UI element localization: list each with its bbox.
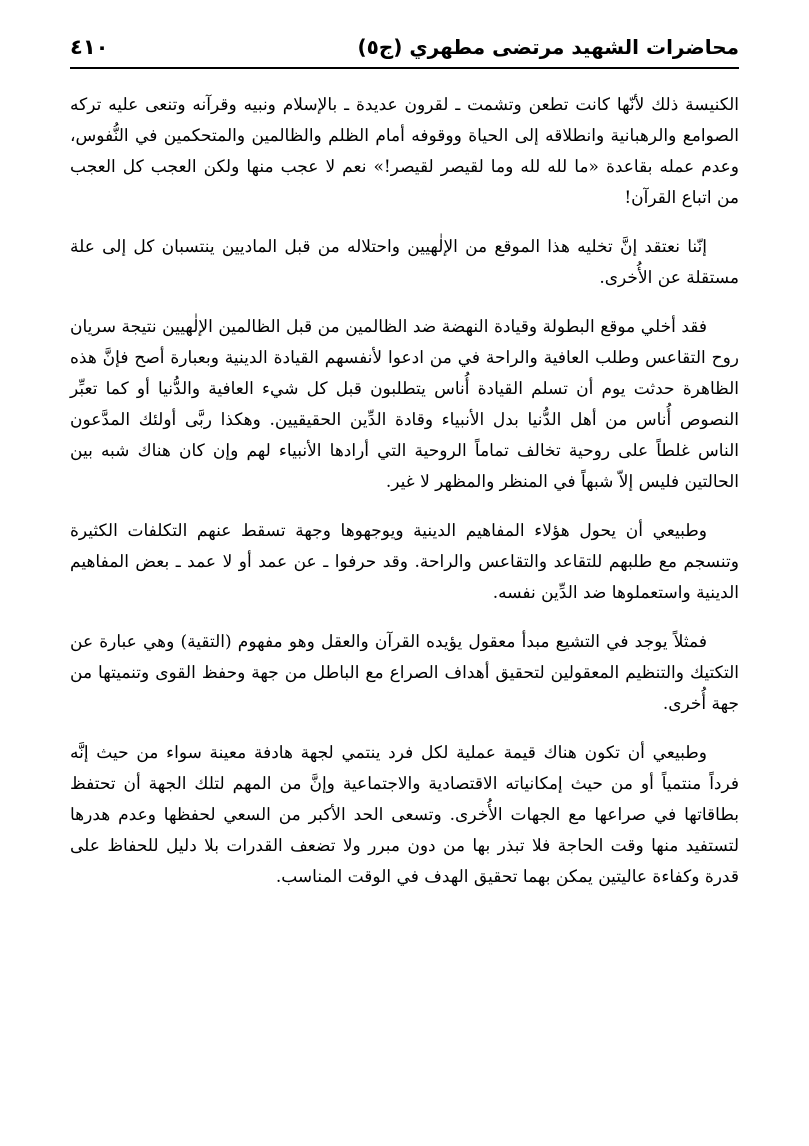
- paragraph-2: إنّنا نعتقد إنَّ تخليه هذا الموقع من الإلٰهيين واحتلاله من قبل الماديين ينتسبان كل إلى علة مستقلة عن الأُخرى.: [70, 237, 739, 288]
- paragraph-4: وطبيعي أن يحول هؤلاء المفاهيم الدينية ويوجهوها وجهة تسقط عنهم التكلفات الكثيرة وتنسجم مع طلبهم للتقاعد والتقاعس والراحة. وقد حرفوا ـ عن عمد أو لا عمد ـ بعض المفاهيم الدينية واستعملوها ضد الدِّين نفسه.: [70, 521, 739, 603]
- paragraph-5: فمثلاً يوجد في التشيع مبدأ معقول يؤيده القرآن والعقل وهو مفهوم (التقية) وهي عبارة عن التكتيك والتنظيم المعقولين لتحقيق أهداف الصراع مع الباطل من جهة وحفظ القوى وتنميتها من جهة أُخرى.: [70, 632, 739, 714]
- paragraph-6: وطبيعي أن تكون هناك قيمة عملية لكل فرد ينتمي لجهة هادفة معينة سواء من حيث إنَّه فرداً منتمياً أو من حيث إمكانياته الاقتصادية والاجتماعية وإنَّ من المهم لتلك الجهة أن تحتفظ بطاقاتها في صراعها مع الجهات الأُخرى. وتسعى الحد الأكبر من السعي لحفظها وعدم هدرها لتستفيد منها وقت الحاجة فلا تبذر بها من دون مبرر ولا تضعف القدرات بلا دليل للحفاظ على قدرة وكفاءة عاليتين يمكن بهما تحقيق الهدف في الوقت المناسب.: [70, 743, 739, 887]
- paragraph-3: فقد أخلي موقع البطولة وقيادة النهضة ضد الظالمين من قبل الظالمين الإلٰهيين نتيجة سريان روح التقاعس وطلب العافية والراحة في من ادعوا لأنفسهم القيادة الدينية وبعبارة أصح فإنَّ هذه الظاهرة حدثت يوم أن تسلم القيادة أُناس يتطلبون قبل كل شيء العافية والدُّنيا أو كما تعبِّر النصوص أُناس من أهل الدُّنيا بدل الأنبياء وقادة الدِّين الحقيقيين. وهكذا ربَّى أولئك المدَّعون الناس غلطاً على روحية تخالف تماماً الروحية التي أرادها الأنبياء لهم وإن كان هناك شبه بين الحالتين فليس إلاّ شبهاً في المنظر والمظهر لا غير.: [70, 317, 739, 492]
- body-text: [70, 90, 739, 911]
- page-number: ٤١٠: [70, 35, 109, 59]
- header-rule: [70, 67, 739, 69]
- page-header: [70, 27, 739, 61]
- running-title: محاضرات الشهيد مرتضى مطهري (ج٥): [357, 35, 739, 59]
- paragraph-1: الكنيسة ذلك لأنّها كانت تطعن وتشمت ـ لقرون عديدة ـ بالإسلام ونبيه وقرآنه وتنعى عليه تركه الصوامع والرهبانية وانطلاقه إلى الحياة ووقوفه أمام الظلم والظالمين والمتحكمين في النُّفوس، وعدم عمله بقاعدة «ما لله لله وما لقيصر لقيصر!» نعم لا عجب منها ولكن العجب كل العجب من اتباع القرآن!: [70, 95, 739, 208]
